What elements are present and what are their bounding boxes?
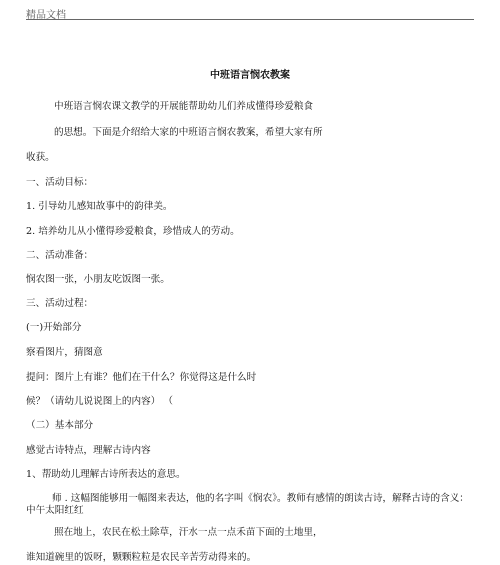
body-line: 谁知道碗里的饭呀，颗颗粒粒是农民辛苦劳动得来的。 [26,552,257,563]
body-line: 候？（请幼儿说说图上的内容） （ [26,396,173,407]
body-paragraph: 师 . 这幅图能够用一幅图来表达，他的名字叫《悯农》。教师有感情的朗读古诗，解释古诗的含义：中午太阳红红 [26,493,469,516]
section-heading: 一、活动目标： [26,177,94,188]
list-item: 1. 引导幼儿感知故事中的韵律美。 [26,201,173,212]
page-header-label: 精品文档 [26,10,66,21]
body-line: 感觉古诗特点，理解古诗内容 [26,445,151,456]
body-line: 提问：图片上有谁？他们在干什么？你觉得这是什么时 [26,372,257,383]
body-line: 察看图片，猜图意 [26,347,103,358]
body-line: 中班语言悯农课文教学的开展能帮助幼儿们养成懂得珍爱粮食 [54,101,314,112]
body-line: 悯农图一张，小朋友吃饭图一张。 [26,274,170,285]
document-title: 中班语言悯农教案 [210,70,290,81]
sub-heading: (一)开始部分 [26,322,82,333]
header-divider [26,19,474,20]
body-line: 的思想。下面是介绍给大家的中班语言悯农教案，希望大家有所 [54,127,323,138]
body-line: 1、帮助幼儿理解古诗所表达的意思。 [26,469,186,480]
body-line: 照在地上，农民在松土除草，汗水一点一点禾苗下面的土地里， [54,527,323,538]
body-line: 收获。 [26,152,55,163]
sub-heading: （二）基本部分 [26,420,94,431]
list-item: 2. 培养幼儿从小懂得珍爱粮食，珍惜成人的劳动。 [26,226,240,237]
section-heading: 二、活动准备： [26,250,94,261]
section-heading: 三、活动过程： [26,298,94,309]
